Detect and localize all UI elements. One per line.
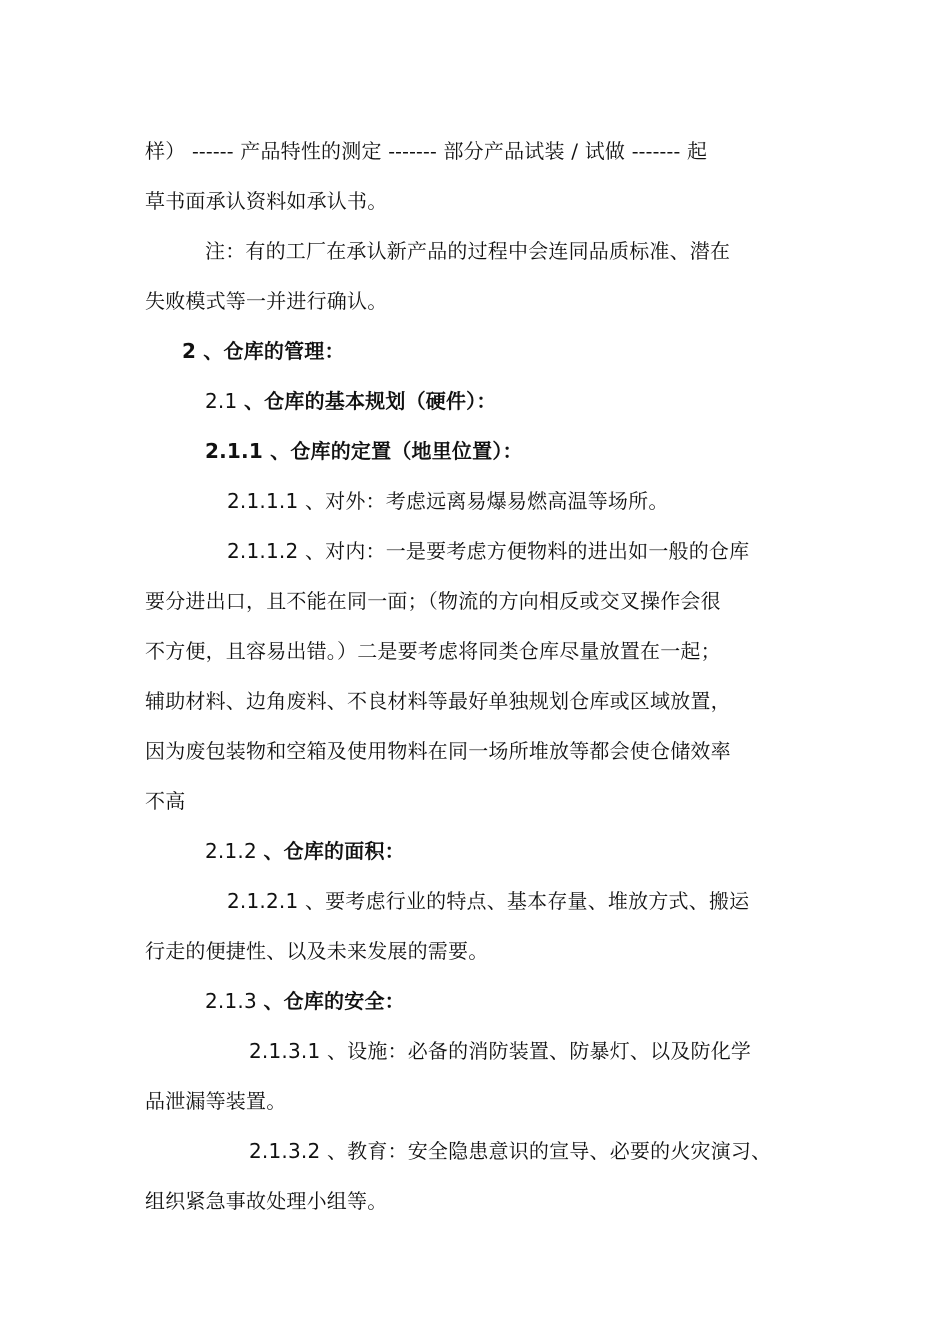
item-number: 2.1.2.1 (227, 889, 299, 913)
paragraph-line (145, 688, 731, 714)
line-text: 不方便，且容易出错。）二是要考虑将同类仓库尽量放置在一起； (145, 639, 721, 663)
item-line (249, 1138, 771, 1164)
paragraph-line (145, 788, 185, 814)
item-number: 2.1.1.2 (227, 539, 299, 563)
paragraph-line (145, 588, 721, 614)
line-text: 样） ------ 产品特性的测定 ------- 部分产品试装 / 试做 ------- 起 (145, 139, 708, 163)
section-number: 2.1.1 (205, 439, 263, 463)
item-line (227, 888, 749, 914)
section-title: 、仓库的面积： (263, 839, 405, 863)
line-text: 、教育：安全隐患意识的宣导、必要的火灾演习、 (326, 1139, 772, 1163)
note-line (145, 288, 387, 314)
paragraph-line (145, 1188, 387, 1214)
line-text: 、要考虑行业的特点、基本存量、堆放方式、搬运 (304, 889, 750, 913)
line-text: 、设施：必备的消防装置、防暴灯、以及防化学 (326, 1039, 752, 1063)
item-number: 2.1.1.1 (227, 489, 299, 513)
paragraph-line (145, 638, 721, 664)
paragraph-line (145, 738, 731, 764)
line-text: 失败模式等一并进行确认。 (145, 289, 388, 313)
item-line (227, 538, 749, 564)
subsection-heading (205, 988, 405, 1014)
line-text: 注：有的工厂在承认新产品的过程中会连同品质标准、潜在 (205, 239, 731, 263)
paragraph-line (145, 138, 707, 164)
section-number: 2.1.2 (205, 839, 257, 863)
section-number: 2.1 (205, 389, 238, 413)
item-number: 2.1.3.1 (249, 1039, 321, 1063)
section-title: 、仓库的管理： (203, 339, 345, 363)
section-title: 、仓库的定置（地里位置）： (270, 439, 523, 463)
item-line (249, 1038, 751, 1064)
paragraph-line (145, 938, 488, 964)
note-line (205, 238, 730, 264)
line-text: 草书面承认资料如承认书。 (145, 189, 388, 213)
line-text: 要分进出口，且不能在同一面；（物流的方向相反或交叉操作会很 (145, 589, 721, 613)
line-text: 组织紧急事故处理小组等。 (145, 1189, 388, 1213)
paragraph-line (145, 1088, 286, 1114)
paragraph-line (145, 188, 387, 214)
line-text: 行走的便捷性、以及未来发展的需要。 (145, 939, 489, 963)
item-line (227, 488, 669, 514)
subsection-heading (205, 388, 497, 414)
line-text: 、对内：一是要考虑方便物料的进出如一般的仓库 (304, 539, 750, 563)
section-number: 2.1.3 (205, 989, 257, 1013)
line-text: 、对外：考虑远离易爆易燃高温等场所。 (304, 489, 669, 513)
subsection-heading (205, 438, 523, 464)
line-text: 品泄漏等装置。 (145, 1089, 287, 1113)
section-title: 、仓库的安全： (263, 989, 405, 1013)
line-text: 因为废包装物和空箱及使用物料在同一场所堆放等都会使仓储效率 (145, 739, 731, 763)
section-number: 2 (182, 339, 197, 363)
line-text: 不高 (145, 789, 186, 813)
subsection-heading (205, 838, 405, 864)
section-title: 、仓库的基本规划（硬件）： (243, 389, 497, 413)
line-text: 辅助材料、边角废料、不良材料等最好单独规划仓库或区域放置， (145, 689, 731, 713)
item-number: 2.1.3.2 (249, 1139, 321, 1163)
section-heading (182, 338, 345, 364)
